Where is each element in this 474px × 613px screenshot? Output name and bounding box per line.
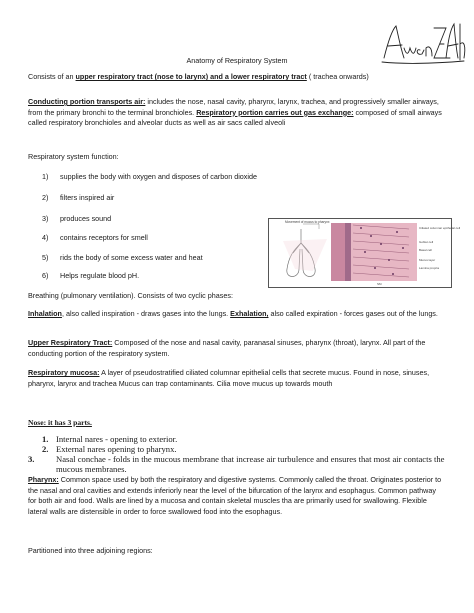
pharynx-text: Common space used by both the respiratory and digestive systems. Commonly called the throat. Originates posterior to the nasal and oral cavities and extends inferiorly near the level of the bifurcation of the larynx and esophagus. Common pathway for both air and food. Walls are lined by a mucosa and contain skeletal muscles tha are primarily used for swallowing. Flexible lateral walls are distensible in order to force swallowed food into the esophagus. [28,475,442,516]
partitioned-paragraph: Partitioned into three adjoining regions: [28,546,153,555]
figure-label-lamina: Lamina propria [419,266,440,270]
nose-heading: Nose: it has 3 parts. [28,418,92,427]
inhalation-text: , also called inspiration - draws gases into the lungs. [61,309,231,318]
mucosa-paragraph [28,368,446,389]
breathing-paragraph: Breathing (pulmonary ventilation). Consists of two cyclic phases: [28,291,233,300]
function-item: 2) filters inspired air [42,193,115,202]
figure-label-ciliated: Ciliated columnar epithelial cell [419,226,461,230]
inhalation-paragraph [28,309,446,320]
respiratory-portion-heading: Respiratory portion carries out gas exchange: [196,107,354,117]
intro-pre: Consists of an [28,72,76,81]
mucosa-text: A layer of pseudostratified ciliated columnar epithelial cells that secrete mucus. Found in nose, sinuses, pharynx, larynx and trachea Mucus can trap contaminants. Cilia move mucus up towards mouth [28,368,430,388]
pharynx-paragraph [28,475,446,517]
function-item: 6) Helps regulate blood pH. [42,271,140,280]
function-item: 5) rids the body of some excess water and heat [42,253,203,262]
inhalation-heading: Inhalation [28,309,62,318]
figure-label-goblet: Goblet cell [419,240,434,244]
conducting-text: includes the nose, nasal cavity, pharynx, larynx, trachea, and progressively smaller airways, from the primary bronchi to the terminal bronchioles. [28,97,439,117]
conducting-heading: Conducting portion transports air: [28,97,146,106]
exhalation-heading: Exhalation, [230,309,269,318]
respiratory-mucosa-figure [268,218,461,288]
function-item: 1) supplies the body with oxygen and disposes of carbon dioxide [42,172,257,181]
nose-part: 3. Nasal conchae - folds in the mucous membrane that increase air turbulence and ensures that most air contacts the mucous membranes. [28,454,445,474]
intro-paragraph [28,72,446,83]
function-label: Respiratory system function: [28,152,119,161]
exhalation-text: also called expiration - forces gases out of the lungs. [268,309,438,318]
mucosa-illustration [269,219,461,287]
mucosa-heading: Respiratory mucosa: [28,368,100,377]
figure-label-mucus: Mucus layer [419,258,436,262]
pharynx-heading: Pharynx: [28,475,59,484]
upper-tract-heading: Upper Respiratory Tract: [28,338,113,347]
upper-tract-text: Composed of the nose and nasal cavity, paranasal sinuses, pharynx (throat), larynx. All part of the conducting portion of the respiratory system. [28,338,426,358]
intro-post: ( trachea onwards) [306,72,369,81]
nose-part: 2. External nares opening to pharynx. [42,444,177,454]
figure-label-sm: SM [377,282,382,286]
intro-bold: upper respiratory tract (nose to larynx) and a lower respiratory tract [75,72,307,81]
function-item: 3) produces sound [42,214,112,223]
upper-tract-paragraph [28,338,446,359]
respiratory-portion-text: composed of small airways called respiratory bronchioles and alveolar ducts as well as air sacs called alveoli [28,107,442,128]
nose-part: 1. Internal nares - opening to exterior. [42,434,178,444]
figure-label-basal: Basal cell [419,248,432,252]
conducting-paragraph [28,97,446,129]
function-item: 4) contains receptors for smell [42,233,148,242]
figure-label-movement: Movement of mucus to pharynx [285,220,330,224]
document-title: Anatomy of Respiratory System [186,56,288,65]
